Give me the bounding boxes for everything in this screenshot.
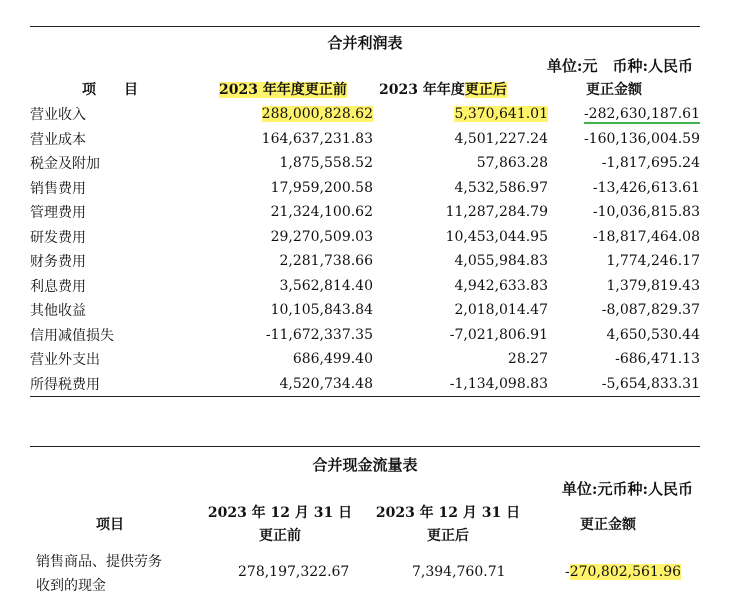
cashflow-row-diff-sign: - [565, 564, 570, 580]
cashflow-unit: 单位:元币种:人民币 [561, 480, 693, 498]
table-row [30, 249, 700, 274]
cashflow-header-after-line2: 更正后 [427, 528, 469, 544]
row-diff [548, 249, 700, 274]
income-header-before [219, 79, 347, 99]
table-row [30, 347, 700, 372]
row-after [373, 249, 548, 274]
row-after-text: 4,055,984.83 [454, 253, 548, 270]
table-row [30, 225, 700, 250]
row-after [373, 151, 548, 176]
row-before-text: 10,105,843.84 [270, 302, 373, 319]
cashflow-header-diff: 更正金额 [580, 517, 636, 533]
income-header-after [379, 79, 507, 99]
row-after-text: -7,021,806.91 [449, 326, 548, 343]
row-after [373, 176, 548, 201]
row-before [170, 249, 373, 274]
row-diff-text: -13,426,613.61 [592, 179, 700, 196]
row-diff [548, 200, 700, 225]
row-before-text: 2,281,738.66 [279, 253, 373, 270]
row-diff [548, 151, 700, 176]
row-before-text: 1,875,558.52 [279, 155, 373, 172]
row-before-text: 3,562,814.40 [279, 277, 373, 294]
income-unit: 单位:元 币种:人民币 [546, 57, 693, 75]
row-after [373, 274, 548, 299]
cashflow-top-rule [30, 446, 700, 447]
row-name-text: 管理费用 [30, 205, 86, 222]
row-diff [548, 298, 700, 323]
row-diff [548, 127, 700, 152]
row-after-text: 57,863.28 [476, 155, 548, 172]
cashflow-row-diff [565, 564, 681, 580]
row-before [170, 372, 373, 397]
income-header-after-text-b: 更正后 [464, 82, 507, 98]
income-title: 合并利润表 [327, 34, 403, 52]
row-before [170, 347, 373, 372]
row-diff-text: 1,379,819.43 [606, 277, 700, 294]
row-name [30, 347, 170, 372]
cashflow-row-name-line1: 销售商品、提供劳务 [36, 554, 162, 570]
row-name-text: 利息费用 [30, 278, 86, 295]
table-row [30, 200, 700, 225]
table-row [30, 127, 700, 152]
income-header-after-text-a: 2023 年年度 [379, 82, 465, 98]
row-after-text: 4,532,586.97 [454, 179, 548, 196]
income-bottom-rule [30, 396, 700, 397]
row-diff-text: -5,654,833.31 [601, 375, 700, 392]
row-before-text: -11,672,337.35 [265, 326, 373, 343]
row-before-text: 29,270,509.03 [270, 228, 373, 245]
income-top-rule [30, 26, 700, 27]
row-name [30, 127, 170, 152]
row-before [170, 298, 373, 323]
table-row [30, 298, 700, 323]
row-diff [548, 102, 700, 127]
row-name-text: 研发费用 [30, 229, 86, 246]
row-diff-text: -8,087,829.37 [601, 302, 700, 319]
cashflow-row-after: 7,394,760.71 [412, 564, 506, 580]
row-name-text: 营业成本 [30, 131, 86, 148]
row-name [30, 274, 170, 299]
row-diff-text: -1,817,695.24 [601, 155, 700, 172]
cashflow-header-item: 项目 [96, 517, 124, 533]
row-after-text: 10,453,044.95 [445, 228, 548, 245]
cashflow-header-before-line2: 更正前 [259, 528, 301, 544]
row-before-text: 17,959,200.58 [270, 179, 373, 196]
cashflow-header-after [368, 502, 528, 545]
row-after [373, 323, 548, 348]
row-after-text: -1,134,098.83 [449, 375, 548, 392]
row-diff [548, 347, 700, 372]
row-before-text: 164,637,231.83 [261, 130, 373, 147]
row-name [30, 323, 170, 348]
row-diff [548, 225, 700, 250]
row-before [170, 200, 373, 225]
row-diff-text: -160,136,004.59 [583, 130, 700, 147]
row-name [30, 298, 170, 323]
row-before [170, 323, 373, 348]
row-name-text: 销售费用 [30, 180, 86, 197]
cashflow-header-before-line1: 2023 年 12 月 31 日 [207, 505, 353, 521]
row-name [30, 102, 170, 127]
row-diff-text: -282,630,187.61 [583, 106, 700, 123]
row-before [170, 176, 373, 201]
row-name [30, 200, 170, 225]
row-diff-text: 4,650,530.44 [606, 326, 700, 343]
cashflow-row-before: 278,197,322.67 [238, 564, 350, 580]
row-name [30, 151, 170, 176]
row-after-text: 2,018,014.47 [454, 302, 548, 319]
row-name-text: 税金及附加 [30, 156, 100, 173]
cashflow-row-name-line2: 收到的现金 [36, 578, 106, 594]
row-before-text: 21,324,100.62 [270, 204, 373, 221]
row-diff [548, 323, 700, 348]
table-row [30, 151, 700, 176]
row-name [30, 249, 170, 274]
row-after [373, 127, 548, 152]
cashflow-title: 合并现金流量表 [312, 456, 418, 474]
cashflow-header-after-line1: 2023 年 12 月 31 日 [375, 505, 521, 521]
row-name-text: 所得税费用 [30, 376, 100, 393]
table-row [30, 274, 700, 299]
row-after-text: 5,370,641.01 [454, 106, 548, 123]
income-header-diff: 更正金额 [586, 82, 642, 98]
table-row [30, 323, 700, 348]
row-diff-text: -686,471.13 [615, 351, 700, 368]
row-after [373, 298, 548, 323]
row-after-text: 11,287,284.79 [445, 204, 548, 221]
row-before [170, 151, 373, 176]
table-row [30, 372, 700, 397]
table-row [30, 102, 700, 127]
row-after [373, 102, 548, 127]
row-name-text: 其他收益 [30, 303, 86, 320]
row-diff [548, 176, 700, 201]
row-after [373, 347, 548, 372]
row-before-text: 288,000,828.62 [261, 106, 373, 123]
row-name-text: 营业外支出 [30, 352, 100, 369]
row-name-text: 营业收入 [30, 107, 86, 124]
row-before [170, 274, 373, 299]
row-diff [548, 372, 700, 397]
row-before-text: 4,520,734.48 [279, 375, 373, 392]
row-diff-text: 1,774,246.17 [606, 253, 700, 270]
row-before [170, 127, 373, 152]
income-header-item: 项 目 [82, 82, 138, 98]
row-diff-text: -10,036,815.83 [592, 204, 700, 221]
row-name [30, 372, 170, 397]
row-diff-text: -18,817,464.08 [592, 228, 700, 245]
cashflow-row-name [36, 551, 162, 595]
row-after-text: 4,942,633.83 [454, 277, 548, 294]
cashflow-row-diff-value: 270,802,561.96 [569, 564, 682, 580]
row-diff [548, 274, 700, 299]
row-name-text: 财务费用 [30, 254, 86, 271]
row-name-text: 信用减值损失 [30, 327, 114, 344]
row-before [170, 225, 373, 250]
income-header-before-text: 2023 年年度更正前 [219, 82, 347, 98]
cashflow-header-before [200, 502, 360, 545]
row-after [373, 225, 548, 250]
row-after [373, 200, 548, 225]
row-before [170, 102, 373, 127]
row-before-text: 686,499.40 [292, 351, 373, 368]
row-name [30, 176, 170, 201]
income-table [30, 102, 700, 396]
table-row [30, 176, 700, 201]
row-after-text: 28.27 [507, 351, 548, 368]
row-name [30, 225, 170, 250]
row-after-text: 4,501,227.24 [454, 130, 548, 147]
row-after [373, 372, 548, 397]
